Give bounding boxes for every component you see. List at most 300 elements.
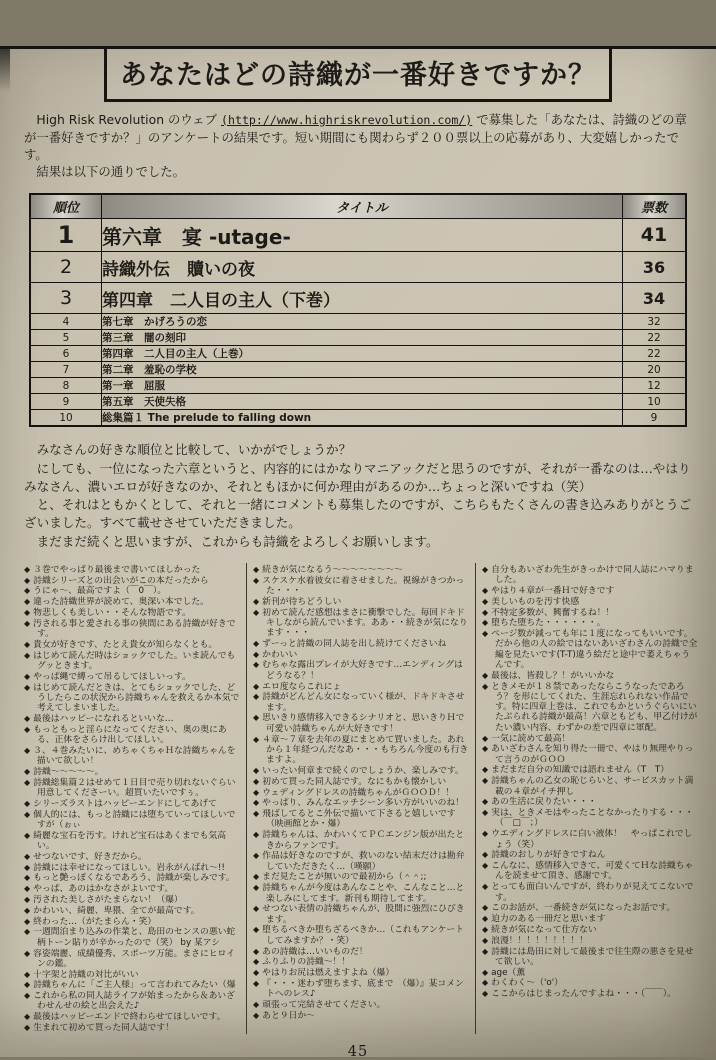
votes-cell: 22 xyxy=(623,346,687,362)
table-header-row xyxy=(30,194,686,219)
diamond-bullet-icon: ◆ xyxy=(482,607,489,617)
comment-item xyxy=(253,1000,469,1010)
comment-item xyxy=(24,863,240,873)
comment-text: シリーズラストはハッピーエンドにしてあげて xyxy=(33,798,217,809)
comment-text: 実は、ときメモはやったことなかったりする・・・（￣□￣；） xyxy=(491,808,694,829)
commentary-p2: にしても、一位になった六章というと、内容的にはかなりマニアックだと思うのですが、それが一番なのは…やはりみなさん、濃いエロが好きなのか、それともほかに何か理由があるのか…ちょっと深いですね（笑） xyxy=(24,460,691,494)
comment-item xyxy=(253,650,469,660)
comment-item xyxy=(482,978,698,988)
comment-item xyxy=(24,906,240,916)
diamond-bullet-icon: ◆ xyxy=(482,967,489,977)
diamond-bullet-icon: ◆ xyxy=(253,660,260,670)
comment-item xyxy=(24,586,240,596)
diamond-bullet-icon: ◆ xyxy=(24,830,31,840)
comment-text: 『・・・迷わず堕ちます、底まで （爆）』某コメントへのレス♪ xyxy=(262,978,464,1000)
comment-text: やっぱ縄で縛って吊るしてほしいっす。 xyxy=(33,671,191,682)
comment-item xyxy=(24,608,240,618)
diamond-bullet-icon: ◆ xyxy=(24,862,31,872)
comment-text: 作品は好きなのですが、救いのない結末だけは勘弁していただきたく…（嘆願） xyxy=(262,851,465,872)
comment-item xyxy=(253,1011,469,1021)
comment-item xyxy=(482,682,698,733)
rank-cell: 3 xyxy=(30,283,102,314)
table-row xyxy=(30,378,686,394)
comment-item xyxy=(482,586,698,596)
diamond-bullet-icon: ◆ xyxy=(253,904,260,914)
diamond-bullet-icon: ◆ xyxy=(24,745,31,755)
comment-text: 続きが気になるう～～～～～～～～ xyxy=(262,564,403,575)
comment-item xyxy=(24,873,240,883)
comment-item xyxy=(253,872,469,882)
comment-item xyxy=(253,608,469,639)
comment-item xyxy=(253,639,469,649)
comment-text: 貴女が好きです、たとえ貴女が知らなくとも。 xyxy=(33,639,218,650)
comment-text: 汚された美しさがたまらない！（爆） xyxy=(33,895,183,906)
comment-text: 最後は、皆殺し？！がいいかな xyxy=(491,670,615,681)
votes-cell: 34 xyxy=(623,283,687,314)
comment-text: ずーっと詩織の同人誌を出し続けてくださいね xyxy=(262,638,447,649)
comment-text: やはりお尻は燃えますよね（爆） xyxy=(262,968,395,979)
diamond-bullet-icon: ◆ xyxy=(24,798,31,808)
comment-text: 続きが気になって仕方ない xyxy=(491,924,597,935)
comment-item xyxy=(482,608,698,618)
comment-text: 迫力のある一冊だと思います xyxy=(491,914,606,925)
page-number: 45 xyxy=(347,1043,369,1060)
diamond-bullet-icon: ◆ xyxy=(482,733,489,743)
diamond-bullet-icon: ◆ xyxy=(482,744,489,754)
comment-item xyxy=(482,671,698,681)
comments-column-3 xyxy=(475,563,704,1034)
comment-item xyxy=(24,619,240,640)
comment-text: 不特定多数が、興奮するね！！ xyxy=(491,607,615,618)
table-row xyxy=(30,410,686,427)
comment-text: ここからはじまったんですよね・・・（￣￣）。 xyxy=(491,989,676,1000)
diamond-bullet-icon: ◆ xyxy=(482,776,489,786)
comment-text: 物悲しくも美しい・・そんな物語です。 xyxy=(33,608,191,618)
comment-item xyxy=(24,714,240,724)
comment-text: 頑張って完結させてください。 xyxy=(262,999,386,1010)
comment-item xyxy=(24,672,240,682)
comment-text: 一気に読めて最高！ xyxy=(491,733,571,744)
comment-item xyxy=(253,692,469,713)
comment-text: やっぱり、みんなエッチシーン多い方がいいのね！ xyxy=(262,798,464,809)
comment-text: 容姿端麗、成績優秀、スポーツ万能。まさにヒロインの鑑。 xyxy=(33,948,235,969)
commentary-p4: まだまだ続くと思いますが、これからも詩織をよろしくお願いします。 xyxy=(24,533,439,549)
comment-item xyxy=(253,968,469,978)
title-cell: 第三章 闇の刻印 xyxy=(102,330,623,346)
commentary xyxy=(24,441,696,551)
comment-text: 詩織ちゃんが今度はあんなことや、こんなこと…と楽しみにしてます。新刊も期待してます。 xyxy=(262,883,465,904)
comment-item xyxy=(482,989,698,999)
comment-item xyxy=(482,744,698,765)
diamond-bullet-icon: ◆ xyxy=(253,681,260,691)
diamond-bullet-icon: ◆ xyxy=(24,766,31,776)
comment-item xyxy=(253,660,469,681)
diamond-bullet-icon: ◆ xyxy=(482,882,489,892)
diamond-bullet-icon: ◆ xyxy=(482,681,489,691)
comment-text: このお話が、一番続きが気になったお話です。 xyxy=(491,903,676,914)
diamond-bullet-icon: ◆ xyxy=(253,925,260,935)
diamond-bullet-icon: ◆ xyxy=(482,903,489,913)
diamond-bullet-icon: ◆ xyxy=(253,809,260,819)
diamond-bullet-icon: ◆ xyxy=(24,809,31,819)
survey-url: (http://www.highriskrevolution.com/) xyxy=(221,113,473,127)
comment-item xyxy=(253,979,469,1000)
diamond-bullet-icon: ◆ xyxy=(482,861,489,871)
header-votes: 票数 xyxy=(623,194,687,219)
comment-item xyxy=(253,713,469,734)
comment-item xyxy=(24,980,240,990)
comment-item xyxy=(24,1023,240,1033)
diamond-bullet-icon: ◆ xyxy=(253,798,260,808)
diamond-bullet-icon: ◆ xyxy=(253,872,260,882)
comment-item xyxy=(482,968,698,978)
commentary-p3: と、それはともかくとして、それと一緒にコメントも募集したのですが、こちらもたくさんの書き込みありがとうございました。すべて載せさせていただきました。 xyxy=(24,497,692,531)
comment-item xyxy=(253,766,469,776)
comment-text: これから私の同人誌ライフが始まったから＆あいざわせんせの絵と出会えた♪ xyxy=(33,991,235,1012)
comment-text: 最後はハッピーエンドで終わらせてほしいです。 xyxy=(33,1012,226,1023)
comment-item xyxy=(482,618,698,628)
title-cell: 第四章 二人目の主人（上巻） xyxy=(102,346,623,362)
comment-item xyxy=(253,735,469,766)
comment-text: かわいい xyxy=(262,649,298,660)
table-row xyxy=(30,314,686,330)
diamond-bullet-icon: ◆ xyxy=(253,883,260,893)
rank-cell: 7 xyxy=(30,362,102,378)
diamond-bullet-icon: ◆ xyxy=(482,585,489,595)
comment-item xyxy=(253,777,469,787)
rank-cell: 4 xyxy=(30,314,102,330)
diamond-bullet-icon: ◆ xyxy=(24,927,31,937)
diamond-bullet-icon: ◆ xyxy=(482,914,489,924)
diamond-bullet-icon: ◆ xyxy=(482,808,489,818)
comment-text: 最後はハッピーになれるといいな… xyxy=(33,713,174,724)
comment-text: 初めて読んだ感想はまさに衝撃でした。毎回ドキドキしながら読んでいます。ああ・・続きが気になります・・・ xyxy=(262,607,468,639)
table-row xyxy=(30,252,686,283)
diamond-bullet-icon: ◆ xyxy=(253,830,260,840)
comment-text: 詩織～～～～～。 xyxy=(33,766,104,777)
diamond-bullet-icon: ◆ xyxy=(24,991,31,1001)
title-cell: 第七章 かげろうの恋 xyxy=(102,314,623,330)
table-row xyxy=(30,362,686,378)
diamond-bullet-icon: ◆ xyxy=(24,905,31,915)
diamond-bullet-icon: ◆ xyxy=(24,671,31,681)
diamond-bullet-icon: ◆ xyxy=(24,597,31,607)
comment-item xyxy=(482,597,698,607)
comment-text: 汚される事と愛される事の狭間にある詩織が好きです。 xyxy=(33,618,236,640)
scan-edge-artifact xyxy=(0,46,716,49)
comment-text: ４章～７章を去年の夏にまとめて買いました。あれから１年経つんだなあ・・・もちろん今度のも行きますよ。 xyxy=(262,734,469,766)
comment-item xyxy=(482,925,698,935)
comments-column-2 xyxy=(246,563,475,1034)
diamond-bullet-icon: ◆ xyxy=(482,829,489,839)
comment-item xyxy=(253,830,469,851)
diamond-bullet-icon: ◆ xyxy=(253,564,260,574)
table-row xyxy=(30,330,686,346)
diamond-bullet-icon: ◆ xyxy=(253,957,260,967)
comment-text: 一週間泊まり込みの作業と、島田のセンスの悪い蛇柄トーン貼りが辛かったので（笑） by 某アシ xyxy=(33,927,236,948)
comment-item xyxy=(482,765,698,775)
diamond-bullet-icon: ◆ xyxy=(24,1023,31,1033)
comment-item xyxy=(482,903,698,913)
comment-text: 詩織には幸せになってほしい。岩永がんばれ～!! xyxy=(33,862,225,873)
table-row xyxy=(30,394,686,410)
comment-text: 生まれて初めて買った同人誌です！ xyxy=(33,1023,174,1034)
diamond-bullet-icon: ◆ xyxy=(24,884,31,894)
diamond-bullet-icon: ◆ xyxy=(24,639,31,649)
diamond-bullet-icon: ◆ xyxy=(24,1012,31,1022)
comment-item xyxy=(24,884,240,894)
comment-text: 美しいものを汚す快感 xyxy=(491,596,580,607)
title-cell: 第五章 天使失格 xyxy=(102,394,623,410)
diamond-bullet-icon: ◆ xyxy=(253,713,260,723)
comment-text: 浪漫！！！！！！！！！ xyxy=(491,935,588,946)
comment-text: 自分もあいざわ先生がきっかけで同人誌にハマりました。 xyxy=(491,564,694,586)
diamond-bullet-icon: ◆ xyxy=(24,851,31,861)
comment-item xyxy=(253,947,469,957)
diamond-bullet-icon: ◆ xyxy=(24,873,31,883)
comment-item xyxy=(24,746,240,767)
diamond-bullet-icon: ◆ xyxy=(24,916,31,926)
comment-item xyxy=(24,651,240,672)
rank-cell: 9 xyxy=(30,394,102,410)
comment-text: 詩織総集篇２はせめて１日目で売り切れないぐらい用意してくださーい。超買いたいですぅ。 xyxy=(33,777,236,799)
title-cell: 第六章 宴 -utage- xyxy=(102,219,623,252)
comment-text: 詩織ちゃんの乙女の恥じらいと、サービスカット満載の４章がイチ押し xyxy=(491,776,694,797)
comment-text: もっと艶っぽくなるであろう、詩織が楽しみです。 xyxy=(33,873,235,884)
diamond-bullet-icon: ◆ xyxy=(253,734,260,744)
comment-item xyxy=(253,576,469,597)
comment-item xyxy=(253,788,469,798)
title-cell: 第二章 羞恥の学校 xyxy=(102,362,623,378)
comment-item xyxy=(253,798,469,808)
comment-text: 綺麗な宝石を汚す。けれど宝石はあくまでも気高い。 xyxy=(33,830,226,852)
comment-item xyxy=(24,597,240,607)
page-title: あなたはどの詩織が一番好きですか？ xyxy=(120,60,596,91)
diamond-bullet-icon: ◆ xyxy=(253,692,260,702)
diamond-bullet-icon: ◆ xyxy=(253,787,260,797)
comment-text: 詩織がどんどん女になっていく様が、ドキドキさせます。 xyxy=(262,692,465,713)
comment-text: 堕ちた堕ちた・・・・・・。 xyxy=(491,618,606,629)
comment-item xyxy=(253,957,469,967)
intro-text-post: で募集した「あなたは、詩織のどの章が一番好きですか？」のアンケートの結果です。短い期間にも関わらず２００票以上の応募があり、大変嬉しかったです。 xyxy=(24,112,687,163)
diamond-bullet-icon: ◆ xyxy=(253,999,260,1009)
diamond-bullet-icon: ◆ xyxy=(24,724,31,734)
table-row xyxy=(30,346,686,362)
comments-section xyxy=(18,563,704,1034)
diamond-bullet-icon: ◆ xyxy=(253,851,260,861)
comment-item xyxy=(24,565,240,575)
diamond-bullet-icon: ◆ xyxy=(253,968,260,978)
votes-cell: 10 xyxy=(623,394,687,410)
comment-text: はじめて読んだ時はショックでした。いま読んでもグッときます。 xyxy=(33,650,236,671)
intro-line2: 結果は以下の通りでした。 xyxy=(24,164,186,180)
comment-text: あと９日か～ xyxy=(262,1010,315,1021)
title-cell: 第四章 二人目の主人（下巻） xyxy=(102,283,623,314)
diamond-bullet-icon: ◆ xyxy=(24,713,31,723)
diamond-bullet-icon: ◆ xyxy=(253,776,260,786)
diamond-bullet-icon: ◆ xyxy=(253,765,260,775)
diamond-bullet-icon: ◆ xyxy=(482,765,489,775)
diamond-bullet-icon: ◆ xyxy=(482,797,489,807)
comment-text: 終わった…（がたまらん・笑） xyxy=(33,916,157,927)
table-row xyxy=(30,283,686,314)
comment-text: わくわく～（'o'） xyxy=(491,978,563,989)
comment-item xyxy=(24,767,240,777)
intro-line1 xyxy=(24,111,696,163)
comment-text: 新刊が待ちどうしい xyxy=(262,596,342,607)
comment-text: こんなに、感情移入できて、可愛くてＨな詩織ちゃんを読ませて頂き、感謝です。 xyxy=(491,861,694,882)
comment-text: もっともっと淫らになってください、奥の奥にある、正体をさらけ出してほしい。 xyxy=(33,724,227,746)
comment-item xyxy=(24,970,240,980)
comment-item xyxy=(24,799,240,809)
diamond-bullet-icon: ◆ xyxy=(253,638,260,648)
comment-text: ページ数が減っても年に１度になってもいいです。だから他の人の絵ではないあいざわさんの詩織で全編を見たいです(T-T)違う絵だと途中で萎えちゃうんです。 xyxy=(491,629,698,670)
comments-column-1 xyxy=(18,563,246,1034)
diamond-bullet-icon: ◆ xyxy=(24,608,31,617)
comment-item xyxy=(253,565,469,575)
comment-item xyxy=(253,883,469,904)
diamond-bullet-icon: ◆ xyxy=(482,989,489,999)
comment-text: 詩織シリーズとの出会いがこの本だったから xyxy=(33,575,209,586)
diamond-bullet-icon: ◆ xyxy=(24,948,31,958)
rank-cell: 8 xyxy=(30,378,102,394)
title-cell: 第一章 屈服 xyxy=(102,378,623,394)
comment-item xyxy=(24,895,240,905)
votes-cell: 20 xyxy=(623,362,687,378)
comment-text: あいざわさんを知り得た一冊で、やはり無理やりって言うのがＧＯＯ xyxy=(491,744,694,765)
comment-item xyxy=(482,565,698,586)
diamond-bullet-icon: ◆ xyxy=(482,850,489,860)
table-row xyxy=(30,219,686,252)
comment-text: スケスケ水着彼女に着させました。視線がきつかった・・・ xyxy=(262,575,465,596)
rank-cell: 10 xyxy=(30,410,102,427)
diamond-bullet-icon: ◆ xyxy=(482,564,489,574)
diamond-bullet-icon: ◆ xyxy=(253,1010,260,1020)
comment-item xyxy=(24,831,240,852)
diamond-bullet-icon: ◆ xyxy=(482,618,489,628)
comment-text: あの生活に戻りたい・・・ xyxy=(491,797,597,808)
diamond-bullet-icon: ◆ xyxy=(24,618,31,628)
comment-text: ３巻でやっぱり最後まで書いてほしかった xyxy=(33,564,201,575)
comment-item xyxy=(482,861,698,882)
diamond-bullet-icon: ◆ xyxy=(253,607,260,617)
diamond-bullet-icon: ◆ xyxy=(482,596,489,606)
rank-cell: 6 xyxy=(30,346,102,362)
diamond-bullet-icon: ◆ xyxy=(24,682,31,692)
comment-item xyxy=(482,829,698,850)
comment-text: 飛ばしてるとこ外伝で描いて下さると嬉しいです（映画館とか・爆） xyxy=(262,809,456,830)
diamond-bullet-icon: ◆ xyxy=(482,629,489,639)
comment-text: かわいい、綺麗、卑猥、全てが最高です。 xyxy=(33,905,200,916)
diamond-bullet-icon: ◆ xyxy=(24,575,31,585)
comment-text: 堕ちるべきか堕ちざるべきか…（これもアンケートしてみますか？・笑） xyxy=(262,925,464,946)
votes-cell: 12 xyxy=(623,378,687,394)
comment-item xyxy=(253,925,469,946)
comment-item xyxy=(24,917,240,927)
comment-text: 思いきり感情移入できるシナリオと、思いきりＨで可愛い詩織ちゃんが大好きです！ xyxy=(262,713,465,734)
comment-item xyxy=(24,949,240,970)
comment-text: 十字架と詩織の対比がいい xyxy=(33,969,139,980)
comment-text: ときメモが１８禁であったならこうなったであろう？を形にしてくれた、生涯忘れられない作品です。特に四章上巻は、これでもかというぐらいにいたぶられる詩織が最高！六章ともども、甲乙付けがたい濃い内容、わずかの差で四章に軍配。 xyxy=(491,681,698,733)
comment-text: 詩織ちゃんに「ご主人様」って言われてみたい（爆 xyxy=(33,980,236,991)
comment-item xyxy=(253,597,469,607)
comment-item xyxy=(482,797,698,807)
diamond-bullet-icon: ◆ xyxy=(482,670,489,680)
diamond-bullet-icon: ◆ xyxy=(482,978,489,988)
comment-item xyxy=(24,725,240,746)
comment-text: あの詩織は…いいものだ！ xyxy=(262,946,368,957)
comment-item xyxy=(24,810,240,831)
comment-text: 個人的には、もっと詩織には堕ちていってほしいですが（ぉぃ xyxy=(33,809,236,830)
diamond-bullet-icon: ◆ xyxy=(253,946,260,956)
ranking-table xyxy=(29,193,687,427)
scanned-page xyxy=(0,46,716,1060)
comment-text: やっぱ、あのはかなさがよいです。 xyxy=(33,884,174,895)
comment-item xyxy=(253,682,469,692)
comment-text: とっても面白いんですが、終わりが見えてこないです。 xyxy=(491,882,694,903)
votes-cell: 22 xyxy=(623,330,687,346)
diamond-bullet-icon: ◆ xyxy=(24,650,31,660)
comment-text: ウエディングドレスに白い液体！ やっぱこれでしょう（笑） xyxy=(491,829,693,850)
comment-item xyxy=(482,808,698,829)
comment-item xyxy=(24,778,240,799)
comment-text: せつない表情の詩織ちゃんが、股間に強烈にひびきます。 xyxy=(262,904,465,925)
diamond-bullet-icon: ◆ xyxy=(253,649,260,659)
rank-cell: 1 xyxy=(30,219,102,252)
comment-text: はじめて読んだときは、とてもショックでした、どうしたらこの状況から詩織ちゃんを救えるか本気で考えてしまいました。 xyxy=(33,682,240,714)
comment-item xyxy=(253,904,469,925)
comment-text: 詩織には島田に対して最後まで往生際の悪さを見せて欲しい。 xyxy=(491,946,694,967)
comment-text: ウェディングドレスの詩織ちゃんがＧＯＯＤ！！ xyxy=(262,787,455,798)
votes-cell: 36 xyxy=(623,252,687,283)
comment-text: せつないです、好きだから。 xyxy=(33,851,147,862)
comment-item xyxy=(24,852,240,862)
rank-cell: 2 xyxy=(30,252,102,283)
comment-item xyxy=(24,640,240,650)
diamond-bullet-icon: ◆ xyxy=(253,596,260,606)
votes-cell: 9 xyxy=(623,410,687,427)
comment-text: 詩織ちゃんは、かわいくてＰＣエンジン版が出たときからファンです。 xyxy=(262,830,465,851)
diamond-bullet-icon: ◆ xyxy=(24,564,31,574)
diamond-bullet-icon: ◆ xyxy=(24,586,31,596)
intro-text-pre: High Risk Revolution のウェブ xyxy=(24,112,221,127)
comment-text: age（薫 xyxy=(491,967,526,978)
comment-item xyxy=(24,1012,240,1022)
title-cell: 総集篇１ The prelude to falling down xyxy=(102,410,623,427)
comment-item xyxy=(253,851,469,872)
comment-item xyxy=(482,850,698,860)
comment-item xyxy=(482,936,698,946)
header-rank: 順位 xyxy=(30,194,102,219)
diamond-bullet-icon: ◆ xyxy=(482,924,489,934)
title-cell: 詩織外伝 贖いの夜 xyxy=(102,252,623,283)
comment-item xyxy=(482,776,698,797)
scan-corner-smudge xyxy=(0,46,10,92)
comment-item xyxy=(482,914,698,924)
diamond-bullet-icon: ◆ xyxy=(253,575,260,585)
comment-item xyxy=(24,927,240,948)
diamond-bullet-icon: ◆ xyxy=(24,980,31,990)
comment-item xyxy=(482,882,698,903)
comment-text: いったい何章まで続くのでしょうか、楽しみです。 xyxy=(262,765,464,776)
commentary-p1: みなさんの好きな順位と比較して、いかがでしょうか？ xyxy=(24,442,352,458)
comment-text: やはり４章が一番Ｈで好きです xyxy=(491,585,615,596)
comment-text: ３、４巻みたいに、めちゃくちゃＨな詩織ちゃんを描いて欲しい！ xyxy=(33,745,236,767)
comment-item xyxy=(482,734,698,744)
rank-cell: 5 xyxy=(30,330,102,346)
diamond-bullet-icon: ◆ xyxy=(482,946,489,956)
comment-item xyxy=(24,576,240,586)
